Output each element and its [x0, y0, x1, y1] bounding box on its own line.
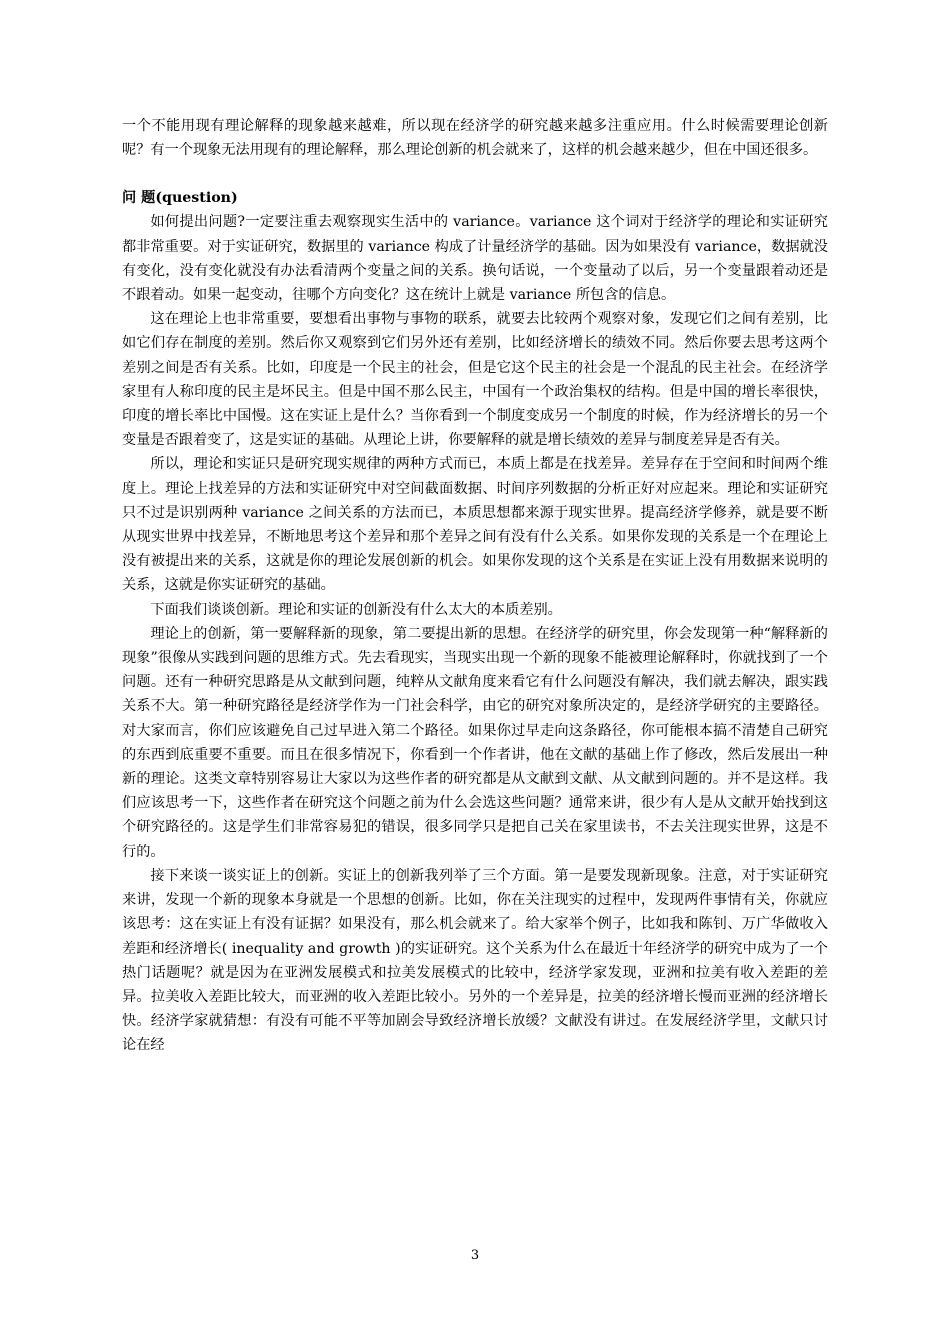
page-number: 3: [470, 1248, 480, 1263]
paragraph-theoretical-innovation: 理论上的创新，第一要解释新的现象，第二要提出新的思想。在经济学的研究里，你会发现第一种“解释新的现象”很像从实践到问题的思维方式。先去看现实，当现实出现一个新的现象不能被理论解释时，你就找到了一个问题。还有一种研究思路是从文献到问题，纯粹从文献角度来看它有什么问题没有解决，我们就去解决，跟实践关系不大。第一种研究路径是经济学作为一门社会科学，由它的研究对象所决定的，是经济学研究的主要路径。对大家而言，你们应该避免自己过早进入第二个路径。如果你过早走向这条路径，你可能根本搞不清楚自己研究的东西到底重要不重要。而且在很多情况下，你看到一个作者讲，他在文献的基础上作了修改，然后发展出一种新的理论。这类文章特别容易让大家以为这些作者的研究都是从文献到文献、从文献到问题的。并不是这样。我们应该思考一下，这些作者在研究这个问题之前为什么会选这些问题？通常来讲，很少有人是从文献开始找到这个研究路径的。这是学生们非常容易犯的错误，很多同学只是把自己关在家里读书，不去关注现实世界，这是不行的。: [122, 625, 828, 860]
opening-paragraph: 一个不能用现有理论解释的现象越来越难，所以现在经济学的研究越来越多注重应用。什么时候需要理论创新呢？有一个现象无法用现有的理论解释，那么理论创新的机会就来了，这样的机会越来越少，但在中国还很多。: [122, 118, 828, 159]
paragraph-finding-differences: 所以，理论和实证只是研究现实规律的两种方式而已，本质上都是在找差异。差异存在于空间和时间两个维度上。理论上找差异的方法和实证研究中对空间截面数据、时间序列数据的分析正好对应起来。理论和实证研究只不过是识别两种 variance 之间关系的方法而已，本质思想都来源于现实世界。提高经济学修养，就是要不断从现实世界中找差异，不断地思考这个差异和那个差异之间有没有什么关系。如果你发现的关系是一个在理论上没有被提出来的关系，这就是你的理论发展创新的机会。如果你发现的这个关系是在实证上没有用数据来说明的关系，这就是你实证研究的基础。: [122, 456, 828, 594]
paragraph-theory-comparison: 这在理论上也非常重要，要想看出事物与事物的联系，就要去比较两个观察对象，发现它们之间有差别，比如它们存在制度的差别。然后你又观察到它们另外还有差别，比如经济增长的绩效不同。然后你要去思考这两个差别之间是否有关系。比如，印度是一个民主的社会，但是它这个民主的社会是一个混乱的民主社会。在经济学家里有人称印度的民主是坏民主。但是中国不那么民主，中国有一个政治集权的结构。但是中国的增长率很快，印度的增长率比中国慢。这在实证上是什么？当你看到一个制度变成另一个制度的时候，作为经济增长的另一个变量是否跟着变了，这是实证的基础。从理论上讲，你要解释的就是增长绩效的差异与制度差异是否有关。: [122, 311, 828, 449]
paragraph-innovation-intro: 下面我们谈谈创新。理论和实证的创新没有什么太大的本质差别。: [150, 601, 562, 618]
paragraph-variance: 如何提出问题?一定要注重去观察现实生活中的 variance。variance 这个词对于经济学的理论和实证研究都非常重要。对于实证研究，数据里的 variance 构成了计量经济学的基础。因为如果没有 variance，数据就没有变化，没有变化就没有办法看清两个变量之间的关系。换句话说，一个变量动了以后，另一个变量跟着动还是不跟着动。如果一起变动，往哪个方向变化？这在统计上就是 variance 所包含的信息。: [122, 214, 828, 304]
section-heading-question: 问 题(question): [122, 190, 238, 207]
document-body: [122, 114, 828, 1058]
paragraph-empirical-innovation: 接下来谈一谈实证上的创新。实证上的创新我列举了三个方面。第一是要发现新现象。注意，对于实证研究来讲，发现一个新的现象本身就是一个思想的创新。比如，你在关注现实的过程中，发现两件事情有关，你就应该思考：这在实证上有没有证据？如果没有，那么机会就来了。给大家举个例子，比如我和陈钊、万广华做收入差距和经济增长( inequality and growth )的实证研究。这个关系为什么在最近十年经济学的研究中成为了一个热门话题呢？就是因为在亚洲发展模式和拉美发展模式的比较中，经济学家发现，亚洲和拉美有收入差距的差异。拉美收入差距比较大，而亚洲的收入差距比较小。另外的一个差异是，拉美的经济增长慢而亚洲的经济增长快。经济学家就猜想：有没有可能不平等加剧会导致经济增长放缓？文献没有讲过。在发展经济学里，文献只讨论在经: [122, 867, 828, 1054]
